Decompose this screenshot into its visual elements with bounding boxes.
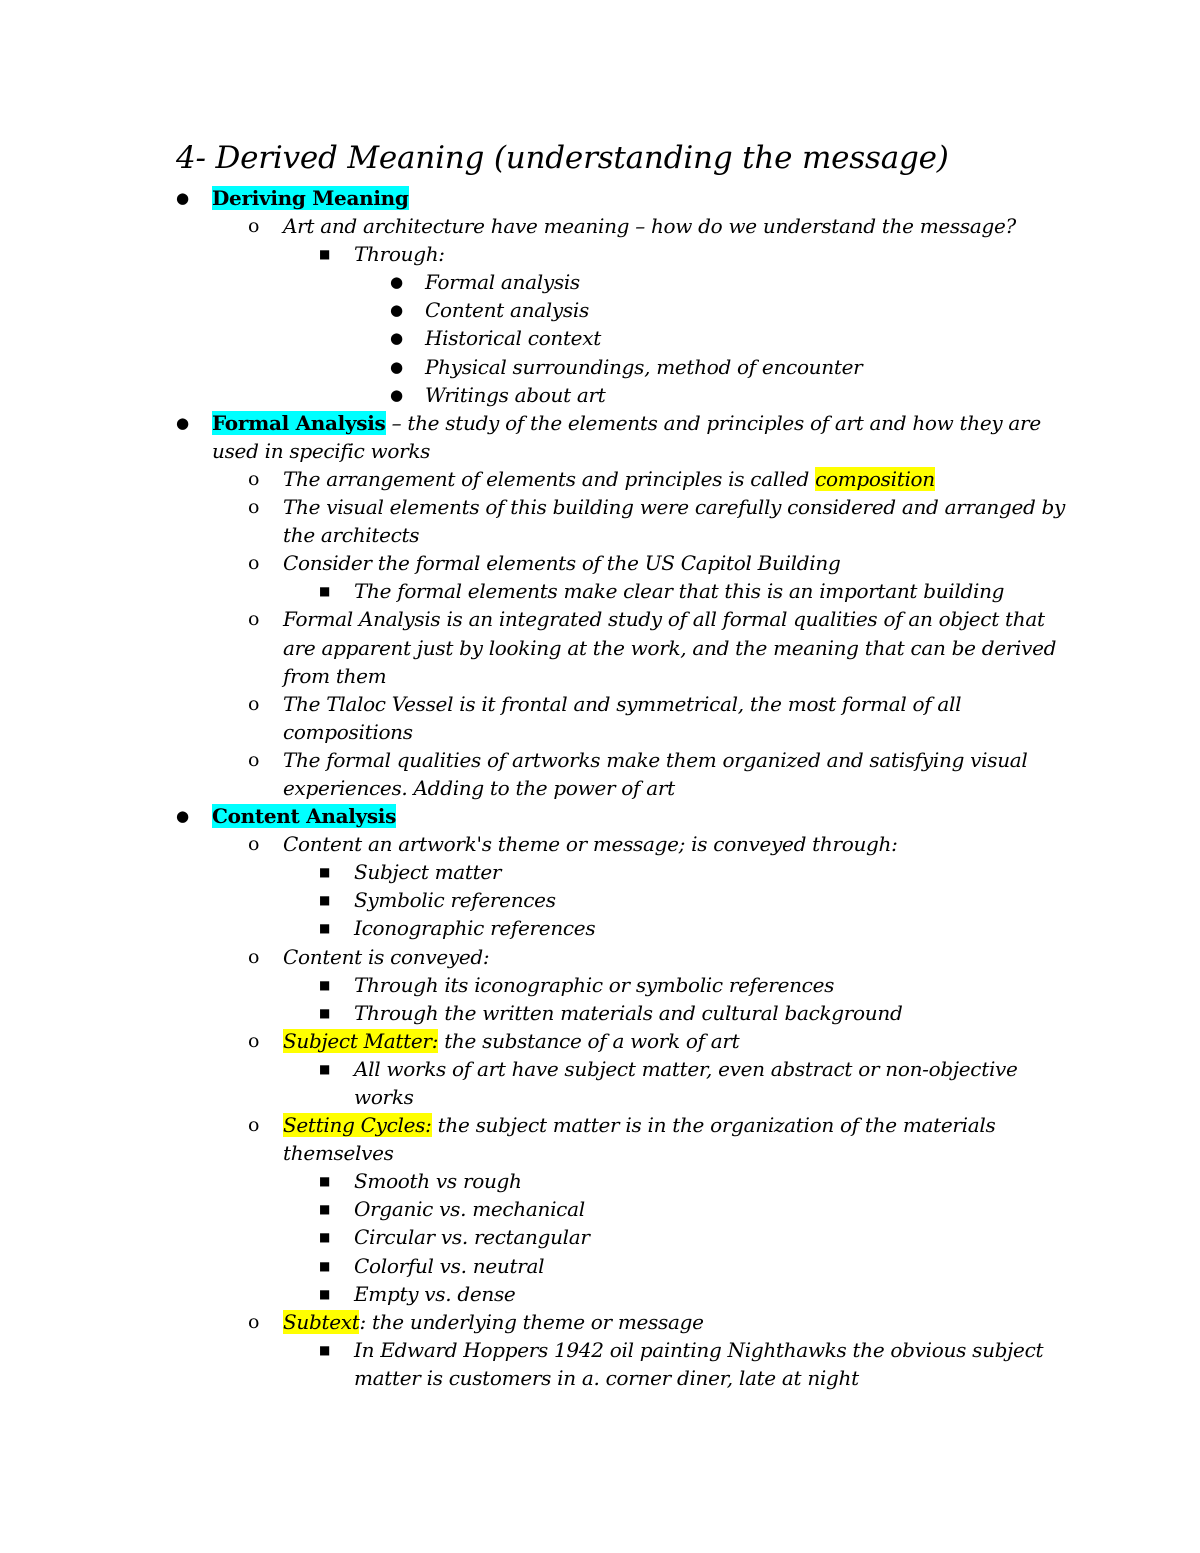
square-bullet-icon: ■ [319,921,331,936]
disc-bullet-icon: ● [176,807,189,826]
square-bullet-icon: ■ [319,1258,331,1273]
list-item [0,549,1200,577]
list-item [0,1111,1200,1139]
square-bullet-icon: ■ [319,584,331,599]
list-item [0,746,1200,774]
list-item-continuation [0,774,1200,802]
list-item-text: Content an artwork's theme or message; is conveyed through: [283,832,898,857]
list-item-text: themselves [283,1141,394,1166]
list-item [0,1280,1200,1308]
list-item-text: The Tlaloc Vessel is it frontal and symmetrical, the most formal of all [283,691,962,716]
definition-text: – the study of the elements and principles of art and how they are [385,410,1041,435]
list-item-text: All works of art have subject matter, even abstract or non-objective [354,1056,1018,1081]
list-item-text: Organic vs. mechanical [354,1197,585,1222]
circle-bullet-icon: o [248,748,260,771]
square-bullet-icon: ■ [319,1202,331,1217]
page-title: 4- Derived Meaning (understanding the message) [176,140,949,176]
list-item-text: Iconographic references [354,916,596,941]
list-item [0,1252,1200,1280]
list-item-text: Circular vs. rectangular [354,1225,590,1250]
circle-bullet-icon: o [248,692,260,715]
square-bullet-icon: ■ [319,1061,331,1076]
list-item-continuation [0,1364,1200,1392]
list-item [0,943,1200,971]
list-item [0,212,1200,240]
list-item-continuation [0,634,1200,662]
list-item [0,886,1200,914]
circle-bullet-icon: o [248,833,260,856]
list-item [0,409,1200,437]
list-item-text: Formal Analysis is an integrated study of all formal qualities of an object that [283,607,1045,632]
list-item [0,1055,1200,1083]
disc-bullet-icon: ● [390,329,403,348]
highlighted-term: Setting Cycles: [283,1113,432,1138]
outline [0,184,1200,1392]
list-item-text: the architects [283,523,420,548]
disc-bullet-icon: ● [176,413,189,432]
list-item [0,1027,1200,1055]
list-item-text: Historical context [425,326,601,351]
circle-bullet-icon: o [248,608,260,631]
list-item [0,381,1200,409]
circle-bullet-icon: o [248,467,260,490]
square-bullet-icon: ■ [319,865,331,880]
list-item-text: Colorful vs. neutral [354,1253,545,1278]
list-item [0,1308,1200,1336]
disc-bullet-icon: ● [390,385,403,404]
list-item-text: matter is customers in a. corner diner, late at night [354,1365,859,1390]
list-item-text: compositions [283,719,413,744]
disc-bullet-icon: ● [390,273,403,292]
disc-bullet-icon: ● [390,357,403,376]
list-item [0,914,1200,942]
list-item-text: Empty vs. dense [354,1281,516,1306]
disc-bullet-icon: ● [176,189,189,207]
list-item-text: from them [283,663,387,688]
list-item [0,296,1200,324]
list-item [0,1336,1200,1364]
square-bullet-icon: ■ [319,1005,331,1020]
list-item-text: Through the written materials and cultural background [354,1000,903,1025]
list-item [0,971,1200,999]
square-bullet-icon: ■ [319,977,331,992]
highlighted-term: Subject Matter: [283,1028,439,1053]
list-item-continuation [0,718,1200,746]
list-item-text: the subject matter is in the organization of the materials [431,1113,996,1138]
circle-bullet-icon: o [248,215,260,238]
list-item-text: experiences. Adding to the power of art [283,775,675,800]
list-item-text: Art and architecture have meaning – how do we understand the message? [283,214,1016,239]
list-item-continuation [0,521,1200,549]
list-item [0,268,1200,296]
list-item [0,184,1200,212]
list-item-text: Physical surroundings, method of encounter [425,354,863,379]
list-item [0,690,1200,718]
circle-bullet-icon: o [248,1310,260,1333]
list-item-continuation [0,662,1200,690]
list-item-text: are apparent just by looking at the work, and the meaning that can be derived [283,635,1057,660]
highlighted-term: composition [815,466,935,491]
list-item [0,240,1200,268]
list-item-text: In Edward Hoppers 1942 oil painting Nighthawks the obvious subject [354,1337,1044,1362]
list-item-text: Consider the formal elements of the US Capitol Building [283,551,841,576]
list-item [0,1223,1200,1251]
list-item [0,493,1200,521]
list-item [0,830,1200,858]
list-item [0,1167,1200,1195]
square-bullet-icon: ■ [319,893,331,908]
list-item [0,999,1200,1027]
list-item-text: The arrangement of elements and principles is called [283,466,816,491]
list-item-text: : the underlying theme or message [359,1309,704,1334]
list-item-text: The visual elements of this building were carefully considered and arranged by [283,495,1066,520]
section-heading: Formal Analysis [212,410,386,435]
circle-bullet-icon: o [248,945,260,968]
list-item [0,465,1200,493]
list-item-text: Smooth vs rough [354,1169,522,1194]
list-item-text: Symbolic references [354,888,556,913]
list-item [0,605,1200,633]
list-item-text: The formal elements make clear that this is an important building [354,579,1005,604]
circle-bullet-icon: o [248,552,260,575]
list-item-text: Content is conveyed: [283,944,490,969]
list-item-continuation [0,437,1200,465]
circle-bullet-icon: o [248,1114,260,1137]
square-bullet-icon: ■ [319,1230,331,1245]
list-item-text: the substance of a work of art [438,1028,740,1053]
list-item-continuation [0,1083,1200,1111]
list-item-text: Formal analysis [425,270,580,295]
list-item-text: Subject matter [354,860,502,885]
square-bullet-icon: ■ [319,247,331,262]
section-heading: Deriving Meaning [212,186,409,210]
list-item [0,577,1200,605]
disc-bullet-icon: ● [390,301,403,320]
square-bullet-icon: ■ [319,1342,331,1357]
list-item-text: Through its iconographic or symbolic references [354,972,835,997]
list-item-text: Writings about art [425,382,606,407]
section-heading: Content Analysis [212,804,397,829]
highlighted-term: Subtext [283,1309,360,1334]
list-item-continuation [0,1139,1200,1167]
square-bullet-icon: ■ [319,1286,331,1301]
list-item [0,324,1200,352]
list-item-text: Through: [354,242,445,267]
list-item [0,858,1200,886]
list-item-text: Content analysis [425,298,589,323]
square-bullet-icon: ■ [319,1174,331,1189]
definition-text: used in specific works [212,438,431,463]
list-item [0,353,1200,381]
circle-bullet-icon: o [248,496,260,519]
list-item-text: The formal qualities of artworks make them organized and satisfying visual [283,747,1028,772]
list-item-text: works [354,1085,414,1109]
circle-bullet-icon: o [248,1029,260,1052]
list-item [0,802,1200,830]
list-item [0,1195,1200,1223]
